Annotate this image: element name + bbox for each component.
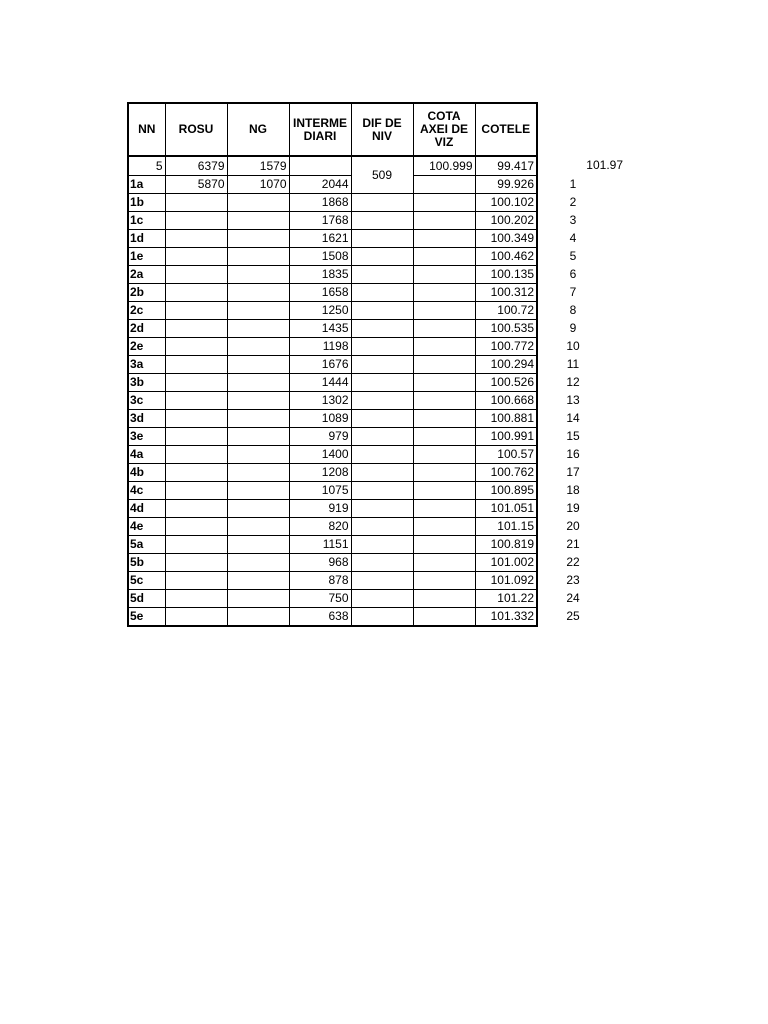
side-index: 18 <box>566 483 580 497</box>
cell-ng <box>227 248 289 266</box>
cell-ng <box>227 392 289 410</box>
cell-dif-niv <box>351 302 413 320</box>
cell-ng <box>227 482 289 500</box>
cell-intermediari: 1435 <box>289 320 351 338</box>
side-index: 24 <box>566 591 580 605</box>
cell-nn: 5a <box>128 536 165 554</box>
table-row <box>128 374 537 392</box>
cell-dif-niv <box>351 446 413 464</box>
table-row <box>128 356 537 374</box>
cell-cotele: 100.202 <box>475 212 537 230</box>
cell-cota-axei <box>413 608 475 627</box>
cell-rosu <box>165 518 227 536</box>
cell-rosu <box>165 500 227 518</box>
cell-rosu <box>165 410 227 428</box>
cell-cotele: 100.72 <box>475 302 537 320</box>
cell-ng <box>227 428 289 446</box>
table-row <box>128 536 537 554</box>
cell-cota-axei <box>413 392 475 410</box>
cell-intermediari: 968 <box>289 554 351 572</box>
cell-ng <box>227 410 289 428</box>
cell-rosu <box>165 194 227 212</box>
cell-ng <box>227 608 289 627</box>
cell-nn: 1c <box>128 212 165 230</box>
side-value-first: 101.97 <box>586 158 623 173</box>
cell-dif-niv <box>351 248 413 266</box>
cell-cota-axei <box>413 320 475 338</box>
side-index: 23 <box>566 573 580 587</box>
cell-ng: 1579 <box>227 156 289 176</box>
cell-cota-axei <box>413 572 475 590</box>
cell-cotele: 100.135 <box>475 266 537 284</box>
cell-cota-axei <box>413 284 475 302</box>
cell-intermediari: 1676 <box>289 356 351 374</box>
cell-nn: 3d <box>128 410 165 428</box>
cell-nn: 2d <box>128 320 165 338</box>
cell-ng <box>227 464 289 482</box>
cell-ng <box>227 500 289 518</box>
cell-dif-niv <box>351 320 413 338</box>
cell-rosu <box>165 392 227 410</box>
cell-nn: 1e <box>128 248 165 266</box>
cell-nn: 2e <box>128 338 165 356</box>
table-row <box>128 266 537 284</box>
cell-nn: 2a <box>128 266 165 284</box>
cell-nn: 5 <box>128 156 165 176</box>
cell-rosu <box>165 572 227 590</box>
cell-ng <box>227 284 289 302</box>
cell-cota-axei <box>413 230 475 248</box>
side-index: 20 <box>566 519 580 533</box>
cell-intermediari: 1208 <box>289 464 351 482</box>
cell-rosu <box>165 230 227 248</box>
cell-ng <box>227 590 289 608</box>
cell-ng <box>227 230 289 248</box>
cell-cota-axei <box>413 482 475 500</box>
cell-nn: 5b <box>128 554 165 572</box>
cell-dif-niv <box>351 212 413 230</box>
cell-intermediari: 1302 <box>289 392 351 410</box>
cell-dif-niv <box>351 590 413 608</box>
table-row <box>128 572 537 590</box>
cell-intermediari: 1444 <box>289 374 351 392</box>
cell-dif-niv <box>351 464 413 482</box>
cell-rosu <box>165 212 227 230</box>
cell-nn: 4c <box>128 482 165 500</box>
side-index: 10 <box>566 339 580 353</box>
side-index: 8 <box>569 303 577 317</box>
cell-dif-niv <box>351 572 413 590</box>
side-index: 7 <box>569 285 577 299</box>
cell-rosu <box>165 248 227 266</box>
cell-nn: 5d <box>128 590 165 608</box>
cell-cotele: 101.051 <box>475 500 537 518</box>
side-index: 17 <box>566 465 580 479</box>
table-row <box>128 410 537 428</box>
cell-cota-axei <box>413 194 475 212</box>
cell-cota-axei <box>413 266 475 284</box>
cell-intermediari: 1658 <box>289 284 351 302</box>
side-index: 19 <box>566 501 580 515</box>
cell-rosu <box>165 338 227 356</box>
side-index: 2 <box>569 195 577 209</box>
cell-dif-niv <box>351 356 413 374</box>
cell-rosu <box>165 554 227 572</box>
cell-rosu: 5870 <box>165 176 227 194</box>
cell-cotele: 100.668 <box>475 392 537 410</box>
side-index: 1 <box>569 177 577 191</box>
table-row <box>128 392 537 410</box>
cell-nn: 4d <box>128 500 165 518</box>
header-cota-axei: COTA AXEI DE VIZ <box>413 103 475 156</box>
side-index: 15 <box>566 429 580 443</box>
cell-intermediari: 878 <box>289 572 351 590</box>
side-index: 5 <box>569 249 577 263</box>
cell-ng <box>227 320 289 338</box>
cell-cotele: 101.002 <box>475 554 537 572</box>
cell-ng <box>227 356 289 374</box>
cell-intermediari: 1508 <box>289 248 351 266</box>
cell-cotele: 100.535 <box>475 320 537 338</box>
cell-cota-axei <box>413 428 475 446</box>
table-row <box>128 338 537 356</box>
cell-rosu <box>165 608 227 627</box>
side-index: 22 <box>566 555 580 569</box>
table-row <box>128 302 537 320</box>
cell-cotele: 100.819 <box>475 536 537 554</box>
cell-nn: 5c <box>128 572 165 590</box>
cell-cotele: 100.349 <box>475 230 537 248</box>
cell-cota-axei <box>413 176 475 194</box>
cell-ng: 1070 <box>227 176 289 194</box>
cell-rosu <box>165 536 227 554</box>
cell-rosu <box>165 428 227 446</box>
header-row <box>128 103 537 156</box>
table-row <box>128 446 537 464</box>
cell-cotele: 101.092 <box>475 572 537 590</box>
cell-dif-niv <box>351 374 413 392</box>
cell-cota-axei <box>413 374 475 392</box>
cell-cota-axei <box>413 302 475 320</box>
cell-nn: 4a <box>128 446 165 464</box>
cell-intermediari <box>289 156 351 176</box>
cell-ng <box>227 374 289 392</box>
cell-dif-niv <box>351 482 413 500</box>
cell-dif-niv <box>351 500 413 518</box>
side-index: 16 <box>566 447 580 461</box>
side-index: 25 <box>566 609 580 624</box>
cell-dif-niv <box>351 518 413 536</box>
side-index: 4 <box>569 231 577 245</box>
cell-nn: 2c <box>128 302 165 320</box>
cell-ng <box>227 446 289 464</box>
cell-rosu <box>165 374 227 392</box>
cell-cota-axei <box>413 356 475 374</box>
cell-dif-niv <box>351 266 413 284</box>
cell-intermediari: 1621 <box>289 230 351 248</box>
cell-nn: 1b <box>128 194 165 212</box>
table-row <box>128 176 537 194</box>
leveling-table <box>127 102 538 627</box>
cell-rosu: 6379 <box>165 156 227 176</box>
cell-cota-axei <box>413 590 475 608</box>
cell-cotele: 100.294 <box>475 356 537 374</box>
cell-intermediari: 919 <box>289 500 351 518</box>
cell-intermediari: 1075 <box>289 482 351 500</box>
cell-cotele: 100.102 <box>475 194 537 212</box>
cell-rosu <box>165 266 227 284</box>
side-index: 11 <box>566 357 580 371</box>
table-row <box>128 428 537 446</box>
cell-nn: 1a <box>128 176 165 194</box>
cell-cota-axei <box>413 500 475 518</box>
cell-dif-niv <box>351 194 413 212</box>
table-row <box>128 464 537 482</box>
cell-ng <box>227 572 289 590</box>
cell-cotele: 100.991 <box>475 428 537 446</box>
cell-cotele: 100.762 <box>475 464 537 482</box>
side-index: 6 <box>569 267 577 281</box>
cell-intermediari: 1768 <box>289 212 351 230</box>
cell-ng <box>227 212 289 230</box>
cell-ng <box>227 338 289 356</box>
side-index: 12 <box>566 375 580 389</box>
cell-nn: 2b <box>128 284 165 302</box>
cell-rosu <box>165 464 227 482</box>
cell-ng <box>227 554 289 572</box>
table-row <box>128 320 537 338</box>
table-row <box>128 500 537 518</box>
header-nn: NN <box>128 103 165 156</box>
table-row <box>128 518 537 536</box>
cell-ng <box>227 302 289 320</box>
cell-cota-axei <box>413 410 475 428</box>
cell-dif-niv <box>351 392 413 410</box>
cell-cota-axei <box>413 212 475 230</box>
header-cotele: COTELE <box>475 103 537 156</box>
table-row <box>128 194 537 212</box>
table-row <box>128 284 537 302</box>
cell-cotele: 101.22 <box>475 590 537 608</box>
cell-cotele: 99.417 <box>475 156 537 176</box>
cell-dif-niv <box>351 410 413 428</box>
cell-dif-niv <box>351 284 413 302</box>
table-row-station <box>128 156 537 176</box>
cell-dif-niv <box>351 428 413 446</box>
cell-dif-niv <box>351 554 413 572</box>
cell-intermediari: 1400 <box>289 446 351 464</box>
cell-cota-axei <box>413 446 475 464</box>
table-row <box>128 590 537 608</box>
cell-dif-niv <box>351 338 413 356</box>
cell-intermediari: 638 <box>289 608 351 627</box>
cell-nn: 3c <box>128 392 165 410</box>
cell-rosu <box>165 284 227 302</box>
side-index: 3 <box>569 213 577 227</box>
cell-cotele: 100.312 <box>475 284 537 302</box>
cell-rosu <box>165 446 227 464</box>
cell-nn: 3a <box>128 356 165 374</box>
side-index: 14 <box>566 411 580 425</box>
cell-cotele: 100.526 <box>475 374 537 392</box>
cell-rosu <box>165 590 227 608</box>
cell-nn: 5e <box>128 608 165 627</box>
cell-cota-axei <box>413 554 475 572</box>
cell-cotele: 101.332 <box>475 608 537 627</box>
cell-cota-axei <box>413 536 475 554</box>
cell-nn: 1d <box>128 230 165 248</box>
cell-intermediari: 1868 <box>289 194 351 212</box>
cell-cotele: 100.895 <box>475 482 537 500</box>
cell-cota-axei <box>413 248 475 266</box>
cell-cota-axei <box>413 464 475 482</box>
header-intermediari: INTERME DIARI <box>289 103 351 156</box>
cell-cotele: 100.772 <box>475 338 537 356</box>
cell-intermediari: 1151 <box>289 536 351 554</box>
cell-intermediari: 2044 <box>289 176 351 194</box>
table-row <box>128 482 537 500</box>
cell-rosu <box>165 320 227 338</box>
side-index: 9 <box>569 321 577 335</box>
cell-cotele: 99.926 <box>475 176 537 194</box>
cell-cota-axei <box>413 338 475 356</box>
side-index: 21 <box>566 537 580 551</box>
cell-cotele: 100.462 <box>475 248 537 266</box>
cell-rosu <box>165 302 227 320</box>
cell-intermediari: 1250 <box>289 302 351 320</box>
cell-intermediari: 1089 <box>289 410 351 428</box>
side-index: 13 <box>566 393 580 407</box>
cell-nn: 4e <box>128 518 165 536</box>
cell-cota-axei: 100.999 <box>413 156 475 176</box>
cell-dif-niv: 509 <box>351 156 413 194</box>
cell-nn: 3e <box>128 428 165 446</box>
cell-cotele: 100.57 <box>475 446 537 464</box>
table-row <box>128 248 537 266</box>
cell-dif-niv <box>351 608 413 627</box>
cell-intermediari: 979 <box>289 428 351 446</box>
header-dif-niv: DIF DE NIV <box>351 103 413 156</box>
cell-rosu <box>165 356 227 374</box>
cell-cotele: 101.15 <box>475 518 537 536</box>
table-row <box>128 608 537 627</box>
cell-intermediari: 820 <box>289 518 351 536</box>
table-row <box>128 212 537 230</box>
table-row <box>128 554 537 572</box>
header-rosu: ROSU <box>165 103 227 156</box>
cell-ng <box>227 518 289 536</box>
table-row <box>128 230 537 248</box>
cell-ng <box>227 194 289 212</box>
cell-cota-axei <box>413 518 475 536</box>
cell-nn: 4b <box>128 464 165 482</box>
cell-cotele: 100.881 <box>475 410 537 428</box>
cell-rosu <box>165 482 227 500</box>
header-ng: NG <box>227 103 289 156</box>
cell-ng <box>227 266 289 284</box>
cell-intermediari: 750 <box>289 590 351 608</box>
cell-nn: 3b <box>128 374 165 392</box>
cell-intermediari: 1198 <box>289 338 351 356</box>
cell-ng <box>227 536 289 554</box>
cell-intermediari: 1835 <box>289 266 351 284</box>
cell-dif-niv <box>351 230 413 248</box>
cell-dif-niv <box>351 536 413 554</box>
